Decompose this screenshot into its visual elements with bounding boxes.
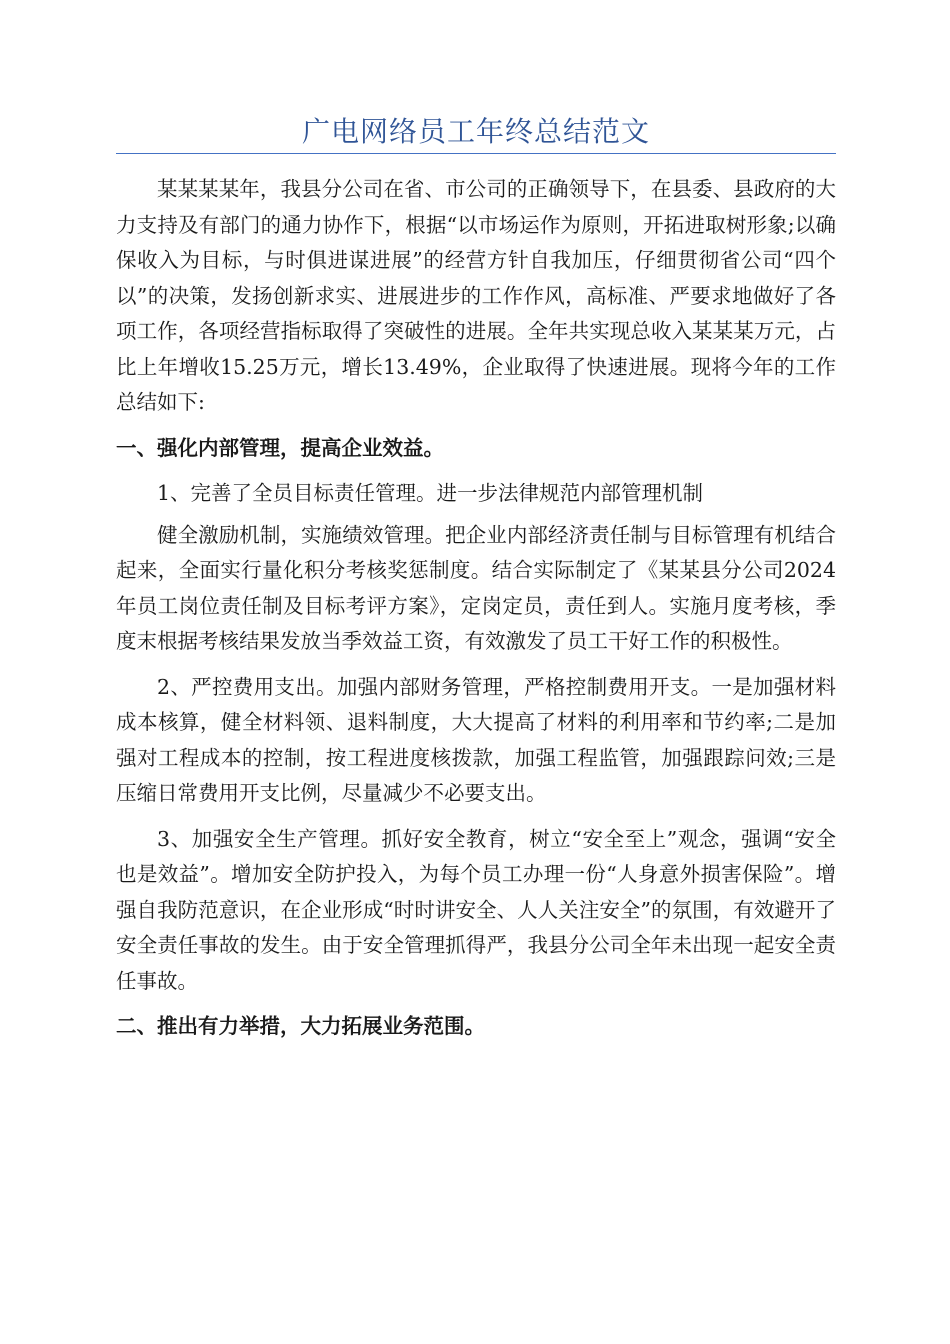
section-heading-1: 一、强化内部管理，提高企业效益。 (116, 435, 444, 460)
item-3-paragraph: 3、加强安全生产管理。抓好安全教育，树立“安全至上”观念，强调“安全也是效益”。增加安全防护投入，为每个员工办理一份“人身意外损害保险”。增强自我防范意识，在企业形成“时时讲安全、人人关注安全”的氛围，有效避开了安全责任事故的发生。由于安全管理抓得严，我县分公司全年未出现一起安全责任事故。 (116, 826, 836, 993)
item-1-paragraph: 1、完善了全员目标责任管理。进一步法律规范内部管理机制 (157, 481, 704, 505)
section-heading-2: 二、推出有力举措，大力拓展业务范围。 (116, 1014, 485, 1038)
incentive-paragraph: 健全激励机制，实施绩效管理。把企业内部经济责任制与目标管理有机结合起来，全面实行量化积分考核奖惩制度。结合实际制定了《某某县分公司2024年员工岗位责任制及目标考评方案》，定岗定员，责任到人。实施月度考核，季度末根据考核结果发放当季效益工资，有效激发了员工干好工作的积极性。 (116, 522, 836, 653)
document-title: 广电网络员工年终总结范文 (301, 115, 650, 148)
item-2-paragraph: 2、严控费用支出。加强内部财务管理，严格控制费用开支。一是加强材料成本核算，健全材料领、退料制度，大大提高了材料的利用率和节约率;二是加强对工程成本的控制，按工程进度核拨款，加强工程监管，加强跟踪问效;三是压缩日常费用开支比例，尽量减少不必要支出。 (116, 674, 836, 805)
title-underline (116, 153, 836, 154)
intro-paragraph: 某某某某年，我县分公司在省、市公司的正确领导下，在县委、县政府的大力支持及有部门的通力协作下，根据“以市场运作为原则，开拓进取树形象;以确保收入为目标，与时俱进谋进展”的经营方针自我加压，仔细贯彻省公司“四个以”的决策，发扬创新求实、进展进步的工作作风，高标准、严要求地做好了各项工作，各项经营指标取得了突破性的进展。全年共实现总收入某某某万元，占比上年增收15.25万元，增长13.49%，企业取得了快速进展。现将今年的工作总结如下: (116, 177, 836, 414)
document-body (116, 172, 836, 1055)
